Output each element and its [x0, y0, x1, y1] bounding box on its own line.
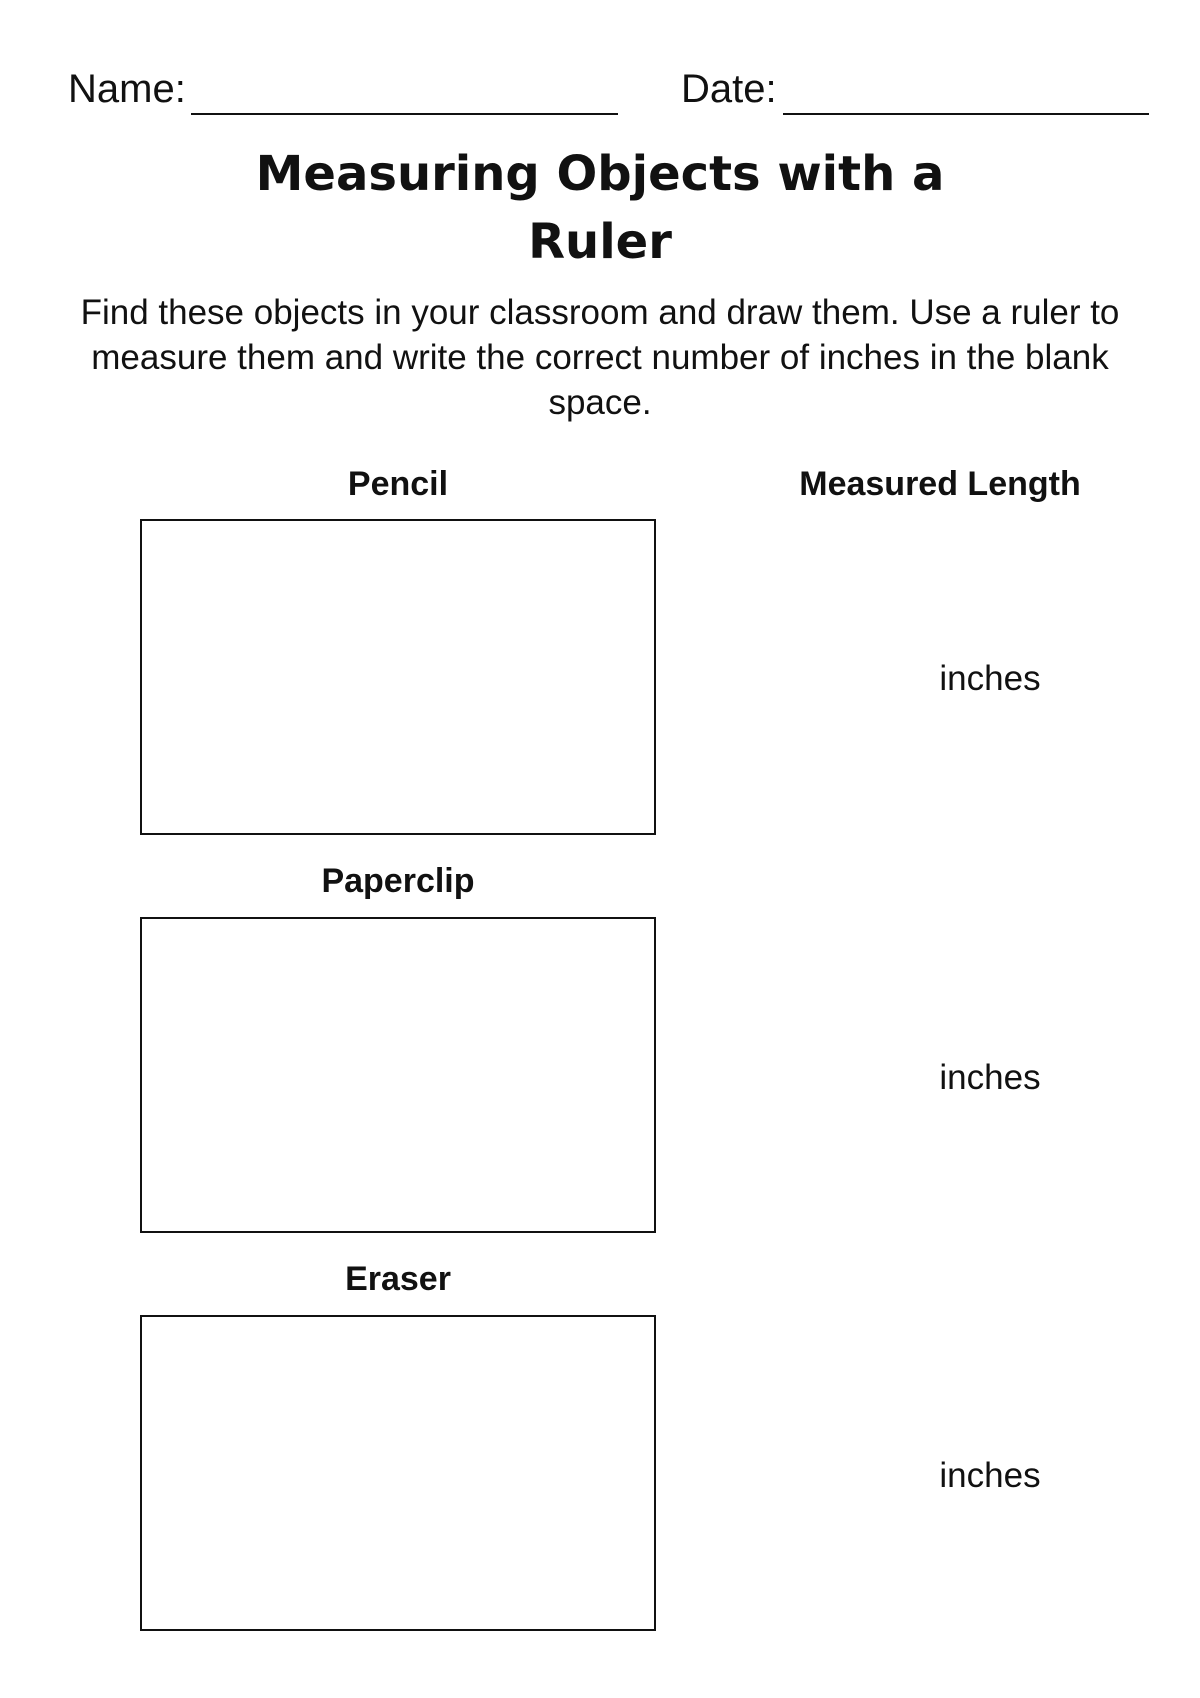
- drawing-box-paperclip[interactable]: [140, 917, 656, 1233]
- unit-label-pencil: inches: [939, 659, 1041, 698]
- page-title-line-1: Measuring Objects with a: [255, 146, 945, 202]
- date-blank-line[interactable]: [783, 113, 1149, 115]
- page-title: [0, 140, 1200, 276]
- name-blank-line[interactable]: [191, 113, 618, 115]
- drawing-box-pencil[interactable]: [140, 519, 656, 835]
- object-label-paperclip: Paperclip: [321, 862, 475, 900]
- drawing-box-eraser[interactable]: [140, 1315, 656, 1631]
- date-label: Date:: [681, 67, 777, 111]
- name-label: Name:: [68, 67, 186, 111]
- unit-label-paperclip: inches: [939, 1058, 1041, 1097]
- header-row: [0, 64, 1200, 124]
- object-label-pencil: Pencil: [347, 465, 449, 503]
- unit-label-eraser: inches: [939, 1456, 1041, 1495]
- object-label-eraser: Eraser: [345, 1260, 451, 1298]
- page-title-line-2: Ruler: [528, 214, 672, 270]
- instructions-text: Find these objects in your classroom and draw them. Use a ruler to measure them and write the correct number of inches in the blank space.: [80, 293, 1120, 422]
- measured-length-heading: Measured Length: [799, 465, 1081, 503]
